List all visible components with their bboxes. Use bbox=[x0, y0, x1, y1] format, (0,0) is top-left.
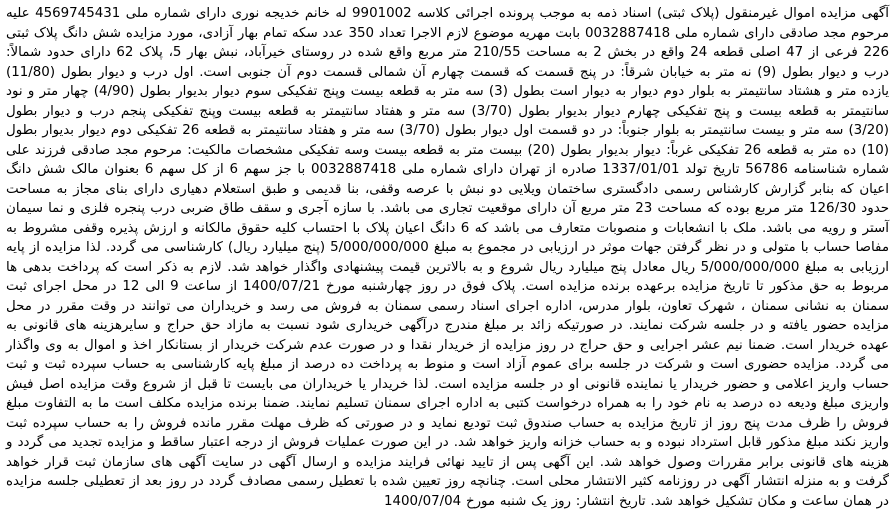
auction-notice-text: آگهی مزایده اموال غیرمنقول (پلاک ثبتی) اسناد ذمه به موجب پرونده اجرائی کلاسه 9901002 له خانم خدیجه نوری دارای شماره ملی 4569745431 علیه مرحوم مجد صادقی دارای شماره ملی 0032887418 بابت مهریه موضوع لازم الاجرا تعداد 350 عدد سکه تمام بهار آزادی، مورد مزایده شش دانگ پلاک ثبتی 226 فرعی از 47 اصلی قطعه 24 واقع در بخش 2 به مساحت 210/55 متر مربع واقع شده در روستای خیرآباد، نبش بهار 5، پلاک 62 دارای حدود شمالاً: درب و دیوار بطول (9) نه متر به خیابان شرقاً: در پنج قسمت که قسمت چهارم آن شمالی قسمت دوم آن جنوبی است. اول درب و دیوار بطول (11/80) یازده متر و هشتاد سانتیمتر به بلوار دوم دیوار به دیوار است بطول (3) سه متر به قطعه بیست وپنج تفکیکی سوم دیوار بدیوار بطول (4/90) چهار متر و نود سانتیمتر به قطعه بیست و پنج تفکیکی چهارم دیوار بدیوار بطول (3/70) سه متر و هفتاد سانتیمتر به قطعه بیست وپنج تفکیکی پنجم درب و دیوار بطول (3/20) سه متر و بیست سانتیمتر به بلوار جنوباً: در دو قسمت اول دیوار بطول (3/70) سه متر و هفتاد سانتیمتر به قطعه 26 تفکیکی دوم دیوار بدیوار بطول (10) ده متر به قطعه 26 تفکیکی غرباً: دیوار بدیوار بطول (20) بیست متر به قطعه بیست وسه تفکیکی مشخصات مالکیت: مرحوم مجد صادقی فرزند علی شماره شناسنامه 56786 تاریخ تولد 1337/01/01 صادره از تهران دارای شماره ملی 0032887418 با جز سهم 6 از کل سهم 6 بعنوان مالک شش دانگ اعیان که بنابر گزارش کارشناس رسمی دادگستری ساختمان ویلایی دو نبش با عرصه وقفی، بنا قدیمی و طبق استعلام دهیاری دارای بنای مجاز به مساحت حدود 126/30 متر مربع بوده که مساحت 23 متر مربع آن دارای موقعیت تجاری می باشد. با سازه آجری و سقف طاق ضربی درب پنجره فلزی و نما سیمان آستر و رویه می باشد. ملک با انشعابات و منصوبات متعارف می باشد که 6 دانگ اعیان پلاک با احتساب کلیه حقوق مالکانه و ارزش پذیره وقفی مشروط به مفاصا حساب با متولی و در نظر گرفتن جهات موثر در ارزیابی در مجموع به مبلغ 5/000/000/000 (پنج میلیارد ریال) کارشناسی می گردد. لذا مزایده از پایه ارزیابی به مبلغ 5/000/000/000 ریال معادل پنج میلیارد ریال شروع و به بالاترین قیمت پیشنهادی واگذار خواهد شد. لازم به ذکر است که پرداخت بدهی ها مربوط به حق مذکور تا تاریخ مزایده برعهده برنده مزایده است. پلاک فوق در روز چهارشنبه مورخ 1400/07/21 از ساعت 9 الی 12 در محل اجرای ثبت سمنان به نشانی سمنان ، شهرک تعاون، بلوار مدرس، اداره اجرای اسناد رسمی سمنان به فروش می رسد و خریداران می توانند در وقت مقرر در محل مزایده حضور یافته و در جلسه شرکت نمایند. در صورتیکه زائد بر مبلغ مندرج درآگهی خریداری شود نسبت به مازاد حق حراج و سایرهزینه های قانونی به عهده خریدار است. ضمنا نیم عشر اجرایی و حق حراج در روز مزایده از خریدار نقدا و در صورت عدم شرکت خریدار از بستانکار اخذ و اموال به وی واگذار می گردد. مزایده حضوری است و شرکت در جلسه برای عموم آزاد است و منوط به پرداخت ده درصد از مبلغ پایه کارشناسی به حساب سپرده ثبت و ثبت حساب واریز اعلامی و حضور خریدار یا نماینده قانونی او در جلسه مزایده است. لذا خریدار یا خریداران می بایست تا قبل از شروع وقت مزایده اصل فیش واریزی مبلغ ودیعه ده درصد به نام خود را به همراه درخواست کتبی به اداره اجرای سمنان تسلیم نمایند. ضمنا برنده مزایده مکلف است ما به التفاوت مبلغ فروش را ظرف مدت پنج روز از تاریخ مزایده به حساب صندوق ثبت تودیع نماید و در صورتی که ظرف مهلت مقرر مانده فروش را به حساب سپرده ثبت واریز نکند مبلغ مذکور قابل استرداد نبوده و به حساب خزانه واریز خواهد شد. در این صورت عملیات فروش از درجه اعتبار ساقط و مزایده تجدید می گردد و هزینه های قانونی برابر مقررات وصول خواهد شد. این آگهی پس از تایید نهائی فرایند مزایده و ارسال آگهی در سایت آگهی های سازمان ثبت قرار خواهد گرفت و به منزله انتشار آگهی در روزنامه کثیر الانتشار محلی است. چنانچه روز تعیین شده با تعطیل رسمی مصادف گردد در روز بعد از تعطیلی جلسه مزایده در همان ساعت و مکان تشکیل خواهد شد. تاریخ انتشار: روز یک شنبه مورخ 1400/07/04 bbox=[6, 6, 890, 509]
